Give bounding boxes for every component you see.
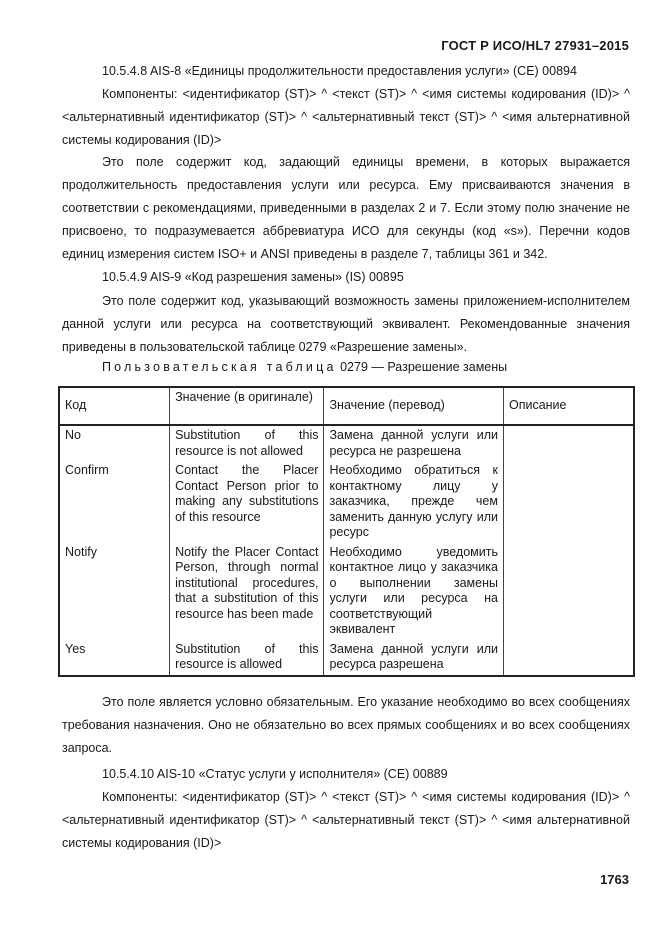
- table-caption-label: Пользовательская таблица: [102, 360, 337, 374]
- table-row: [59, 640, 634, 676]
- cell-value-translation: Необходимо обратиться к контактному лицу у заказчика, прежде чем заменить данную услугу или ресурс: [324, 461, 503, 543]
- page-number: 1763: [600, 872, 629, 887]
- table-row: [59, 543, 634, 640]
- header-value-translation: Значение (перевод): [324, 387, 503, 425]
- section-heading-ais10: 10.5.4.10 AIS-10 «Статус услуги у исполнителя» (CE) 00889: [102, 767, 448, 781]
- components-ais8: Компоненты: <идентификатор (ST)> ^ <текст (ST)> ^ <имя системы кодирования (ID)> ^ <альтернативный идентификатор (ST)> ^ <альтернативный текст (ST)> ^ <имя альтернативной системы кодирования (ID)>: [62, 87, 630, 147]
- table-row: [59, 425, 634, 461]
- body-paragraph-ais8: Это поле содержит код, задающий единицы времени, в которых выражается продолжительность предоставления услуги или ресурса. Ему присваиваются значения в соответствии с рекомендациями, приведенными в разделах 2 и 7. Если этому полю значение не присвоено, то подразумевается аббревиатура ИСО для секунды (код «s»). Перечни кодов единиц измерения систем ISO+ и ANSI приведены в разделе 7, таблицы 361 и 342.: [62, 155, 630, 261]
- header-description: Описание: [503, 387, 634, 425]
- table-header-row: [59, 387, 634, 425]
- cell-description: [503, 425, 634, 461]
- cell-code: No: [59, 425, 170, 461]
- cell-value-original: Notify the Placer Contact Person, through normal institutional procedures, that a substitution of this resource has been made: [170, 543, 324, 640]
- cell-code: Notify: [59, 543, 170, 640]
- cell-value-original: Contact the Placer Contact Person prior to making any substitutions of this resource: [170, 461, 324, 543]
- cell-value-translation: Замена данной услуги или ресурса не разрешена: [324, 425, 503, 461]
- table-row: [59, 461, 634, 543]
- header-code: Код: [59, 387, 170, 425]
- components-ais10: Компоненты: <идентификатор (ST)> ^ <текст (ST)> ^ <имя системы кодирования (ID)> ^ <альтернативный идентификатор (ST)> ^ <альтернативный текст (ST)> ^ <имя альтернативной системы кодирования (ID)>: [62, 790, 630, 850]
- document-code: ГОСТ Р ИСО/HL7 27931–2015: [441, 38, 629, 53]
- cell-description: [503, 461, 634, 543]
- table-caption-title: 0279 — Разрешение замены: [340, 360, 508, 374]
- body-paragraph-ais9: Это поле содержит код, указывающий возможность замены приложением-исполнителем данной услуги или ресурса на соответствующий эквивалент. Рекомендованные значения приведены в пользовательской таблице 0279 «Разрешение замены».: [62, 294, 630, 354]
- section-heading-ais9: 10.5.4.9 AIS-9 «Код разрешения замены» (IS) 00895: [102, 270, 404, 284]
- substitution-table: [58, 386, 635, 677]
- cell-value-original: Substitution of this resource is allowed: [170, 640, 324, 676]
- cell-value-translation: Замена данной услуги или ресурса разрешена: [324, 640, 503, 676]
- cell-description: [503, 543, 634, 640]
- cell-value-translation: Необходимо уведомить контактное лицо у заказчика о выполнении замены услуги или ресурса на соответствующий эквивалент: [324, 543, 503, 640]
- cell-value-original: Substitution of this resource is not allowed: [170, 425, 324, 461]
- body-paragraph-conditional: Это поле является условно обязательным. Его указание необходимо во всех сообщениях требования назначения. Оно не обязательно во всех прямых сообщениях и во всех сообщениях запроса.: [62, 695, 630, 755]
- section-heading-ais8: 10.5.4.8 AIS-8 «Единицы продолжительности предоставления услуги» (CE) 00894: [102, 64, 577, 78]
- cell-description: [503, 640, 634, 676]
- table-caption: [102, 360, 507, 374]
- cell-code: Yes: [59, 640, 170, 676]
- header-value-original: Значение (в оригинале): [170, 387, 324, 425]
- cell-code: Confirm: [59, 461, 170, 543]
